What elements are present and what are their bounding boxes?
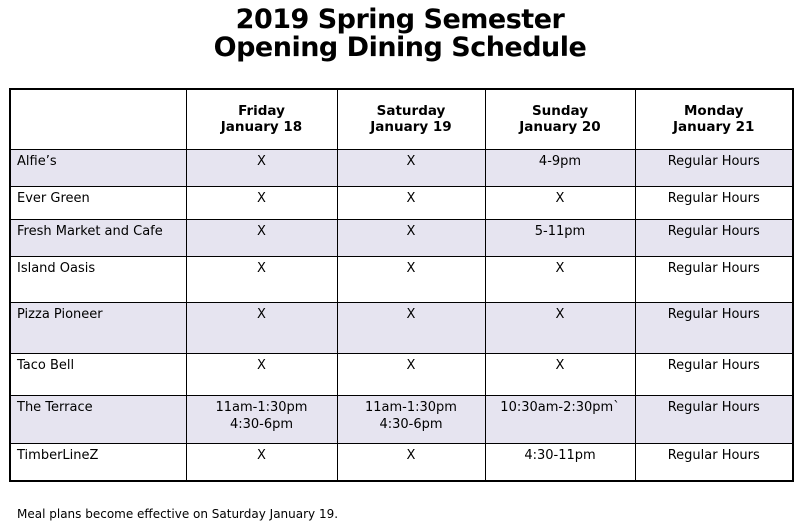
schedule-cell xyxy=(186,443,337,481)
cell-line: X xyxy=(406,306,416,322)
column-day: Friday xyxy=(238,103,285,120)
cell-line: X xyxy=(257,190,266,206)
column-date: January 19 xyxy=(370,119,452,136)
cell-line: X xyxy=(406,223,416,239)
cell-line: Regular Hours xyxy=(667,447,760,463)
venue-name: TimberLineZ xyxy=(10,443,186,481)
column-date: January 20 xyxy=(519,119,601,136)
cell-line: X xyxy=(406,153,416,169)
schedule-cell xyxy=(186,219,337,256)
schedule-cell xyxy=(337,353,485,395)
header-row xyxy=(10,89,793,149)
column-header-sunday xyxy=(485,89,635,149)
column-date: January 18 xyxy=(220,119,303,136)
cell-line: Regular Hours xyxy=(667,399,760,415)
schedule-cell xyxy=(635,256,793,302)
table-row xyxy=(10,302,793,353)
schedule-cell xyxy=(635,149,793,186)
cell-line: X xyxy=(257,223,266,239)
cell-line: X xyxy=(406,190,416,206)
cell-line: X xyxy=(555,190,565,206)
column-day: Saturday xyxy=(376,103,446,120)
venue-name: Ever Green xyxy=(10,186,186,219)
column-header-saturday xyxy=(337,89,485,149)
schedule-cell xyxy=(485,443,635,481)
schedule-cell xyxy=(635,443,793,481)
schedule-cell xyxy=(485,395,635,443)
cell-line: Regular Hours xyxy=(667,153,760,169)
cell-line: X xyxy=(257,153,266,169)
cell-line: Regular Hours xyxy=(667,223,760,239)
cell-line: X xyxy=(555,357,565,373)
cell-line: X xyxy=(406,260,416,276)
footnote: Meal plans become effective on Saturday January 19. xyxy=(17,507,339,521)
dining-schedule-table xyxy=(9,88,794,482)
schedule-cell xyxy=(186,395,337,443)
schedule-cell xyxy=(337,302,485,353)
schedule-cell xyxy=(635,219,793,256)
cell-line: X xyxy=(257,260,266,276)
schedule-cell xyxy=(635,353,793,395)
schedule-cell xyxy=(635,395,793,443)
cell-line: 11am-1:30pm xyxy=(215,399,308,415)
cell-line: Regular Hours xyxy=(667,306,760,322)
column-header-monday xyxy=(635,89,793,149)
schedule-cell xyxy=(186,256,337,302)
schedule-cell xyxy=(337,443,485,481)
cell-line: 10:30am-2:30pm` xyxy=(500,399,620,415)
column-day: Monday xyxy=(684,103,744,120)
schedule-cell xyxy=(186,186,337,219)
cell-line: X xyxy=(257,306,266,322)
cell-line: X xyxy=(406,357,416,373)
schedule-cell xyxy=(337,395,485,443)
page-title: 2019 Spring Semester xyxy=(235,4,565,35)
column-header-friday xyxy=(186,89,337,149)
table-row xyxy=(10,395,793,443)
cell-line: Regular Hours xyxy=(667,260,760,276)
page-subtitle: Opening Dining Schedule xyxy=(213,32,587,63)
table-row xyxy=(10,186,793,219)
table-row xyxy=(10,353,793,395)
header-corner-cell xyxy=(10,89,186,149)
schedule-cell xyxy=(485,302,635,353)
schedule-cell xyxy=(635,186,793,219)
schedule-cell xyxy=(337,219,485,256)
cell-line: X xyxy=(406,447,416,463)
schedule-cell xyxy=(485,219,635,256)
schedule-cell xyxy=(485,353,635,395)
schedule-cell xyxy=(337,149,485,186)
venue-name: Fresh Market and Cafe xyxy=(10,219,186,256)
cell-line: 5-11pm xyxy=(534,223,586,239)
schedule-cell xyxy=(186,149,337,186)
cell-line: Regular Hours xyxy=(667,190,760,206)
cell-line: X xyxy=(555,306,565,322)
cell-line: 4:30-6pm xyxy=(229,416,294,432)
schedule-cell xyxy=(485,186,635,219)
cell-line: X xyxy=(257,447,266,463)
schedule-cell xyxy=(635,302,793,353)
table-row xyxy=(10,219,793,256)
cell-line: 4:30-11pm xyxy=(524,447,596,463)
schedule-cell xyxy=(485,149,635,186)
table-row xyxy=(10,149,793,186)
table-row xyxy=(10,256,793,302)
schedule-cell xyxy=(485,256,635,302)
venue-name: Pizza Pioneer xyxy=(10,302,186,353)
cell-line: Regular Hours xyxy=(667,357,760,373)
venue-name: Alfie’s xyxy=(10,149,186,186)
cell-line: 4:30-6pm xyxy=(379,416,443,432)
table-row xyxy=(10,443,793,481)
cell-line: 11am-1:30pm xyxy=(365,399,457,415)
column-day: Sunday xyxy=(531,103,589,120)
cell-line: X xyxy=(555,260,565,276)
venue-name: Island Oasis xyxy=(10,256,186,302)
schedule-cell xyxy=(337,186,485,219)
venue-name: The Terrace xyxy=(10,395,186,443)
venue-name: Taco Bell xyxy=(10,353,186,395)
cell-line: X xyxy=(257,357,266,373)
schedule-cell xyxy=(186,302,337,353)
schedule-cell xyxy=(186,353,337,395)
schedule-cell xyxy=(337,256,485,302)
cell-line: 4-9pm xyxy=(538,153,582,169)
column-date: January 21 xyxy=(673,119,755,136)
